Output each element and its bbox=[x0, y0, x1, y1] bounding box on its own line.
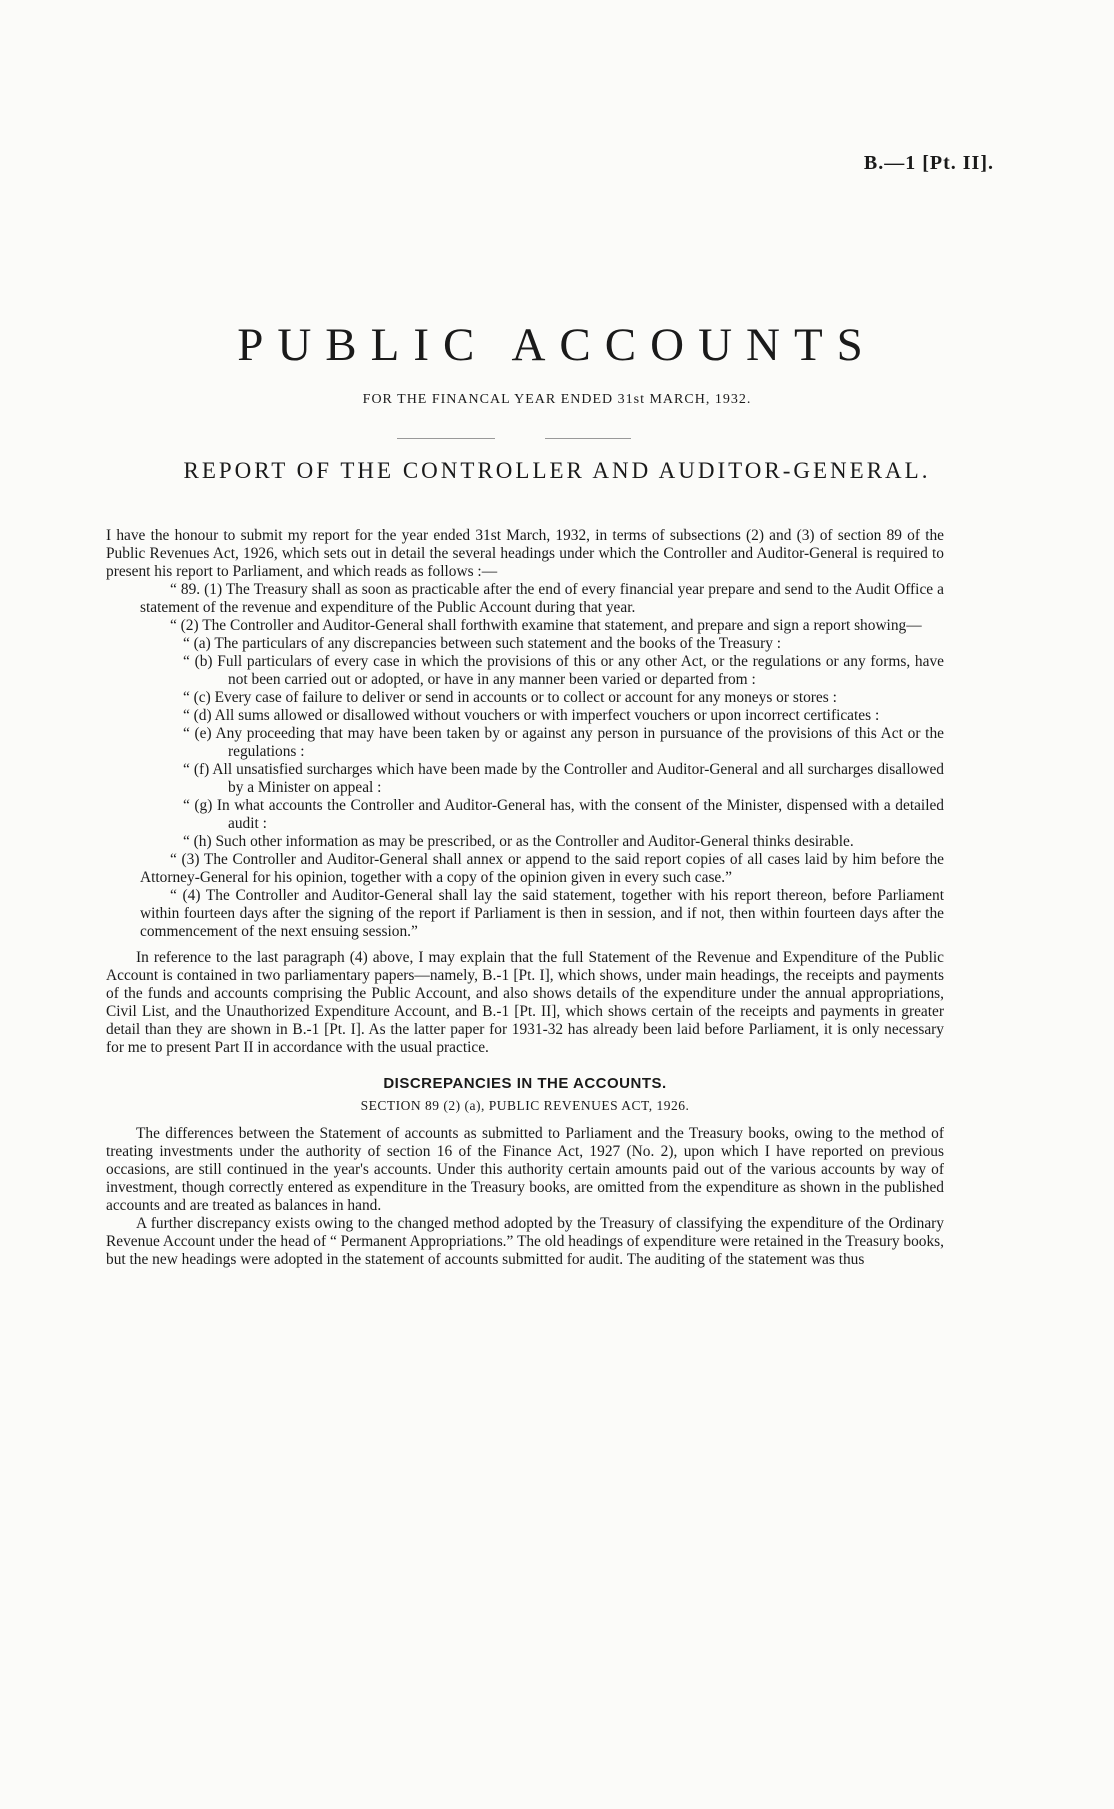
list-item-d: “ (d) All sums allowed or disallowed without vouchers or with imperfect vouchers or upon incorrect certificates : bbox=[183, 707, 880, 724]
list-item-b: “ (b) Full particulars of every case in which the provisions of this or any other Act, or the regulations or any forms, have not been carried out or adopted, or have in any manner been varied or departed from : bbox=[183, 653, 944, 688]
discrepancies-heading: DISCREPANCIES IN THE ACCOUNTS. bbox=[383, 1075, 667, 1092]
subtitle: FOR THE FINANCAL YEAR ENDED 31st MARCH, 1932. bbox=[362, 392, 752, 407]
section-89-1: “ 89. (1) The Treasury shall as soon as practicable after the end of every financial year prepare and send to the Audit Office a statement of the revenue and expenditure of the Public Account during that year. bbox=[140, 581, 944, 616]
discrepancies-paragraph-2: A further discrepancy exists owing to the changed method adopted by the Treasury of classifying the expenditure of the Ordinary Revenue Account under the head of “ Permanent Appropriations.” The old headings of expenditure were retained in the Treasury books, but the new headings were adopted in the statement of accounts submitted for audit. The auditing of the statement was thus bbox=[106, 1215, 944, 1268]
list-item-a: “ (a) The particulars of any discrepancies between such statement and the books of the Treasury : bbox=[183, 635, 782, 652]
report-body bbox=[106, 527, 944, 1269]
list-item-e: “ (e) Any proceeding that may have been taken by or against any person in pursuance of the provisions of this Act or the regulations : bbox=[183, 725, 944, 760]
list-item-g: “ (g) In what accounts the Controller and Auditor-General has, with the consent of the Minister, dispensed with a detailed audit : bbox=[183, 797, 944, 832]
discrepancies-paragraph-1: The differences between the Statement of accounts as submitted to Parliament and the Treasury books, owing to the method of treating investments under the authority of section 16 of the Finance Act, 1927 (No. 2), upon which I have reported on previous occasions, are still continued in the year's accounts. Under this authority certain amounts paid out of the various accounts by way of investment, though correctly entered as expenditure in the Treasury books, are omitted from the expenditure as shown in the published accounts and are treated as balances in hand. bbox=[106, 1125, 944, 1214]
list-item-h: “ (h) Such other information as may be prescribed, or as the Controller and Auditor-General thinks desirable. bbox=[183, 833, 854, 850]
main-title: PUBLIC ACCOUNTS bbox=[237, 319, 877, 371]
reference-paragraph: In reference to the last paragraph (4) above, I may explain that the full Statement of the Revenue and Expenditure of the Public Account is contained in two parliamentary papers—namely, B.-1 [Pt. I], which shows, under main headings, the receipts and payments of the funds and accounts comprising the Public Account, and also shows details of the expenditure under the annual appropriations, Civil List, and the Unauthorized Expenditure Account, and B.-1 [Pt. II], which shows certain of the receipts and payments in greater detail than they are shown in B.-1 [Pt. I]. As the latter paper for 1931-32 has already been laid before Parliament, it is only necessary for me to present Part II in accordance with the usual practice. bbox=[106, 949, 944, 1056]
section-89-2: “ (2) The Controller and Auditor-General shall forthwith examine that statement, and prepare and sign a report showing— bbox=[170, 617, 922, 634]
divider-rule-left bbox=[397, 438, 495, 439]
divider-rule-right bbox=[545, 438, 631, 439]
list-item-f: “ (f) All unsatisfied surcharges which have been made by the Controller and Auditor-General and all surcharges disallowed by a Minister on appeal : bbox=[183, 761, 944, 796]
report-title: REPORT OF THE CONTROLLER AND AUDITOR-GENERAL. bbox=[183, 458, 931, 483]
intro-paragraph: I have the honour to submit my report for the year ended 31st March, 1932, in terms of subsections (2) and (3) of section 89 of the Public Revenues Act, 1926, which sets out in detail the several headings under which the Controller and Auditor-General is required to present his report to Parliament, and which reads as follows :— bbox=[106, 527, 944, 580]
list-item-c: “ (c) Every case of failure to deliver or send in accounts or to collect or account for any moneys or stores : bbox=[183, 689, 837, 706]
paper-reference: B.—1 [Pt. II]. bbox=[863, 152, 994, 174]
discrepancies-subheading: SECTION 89 (2) (a), PUBLIC REVENUES ACT, 1926. bbox=[360, 1098, 690, 1113]
section-89-3: “ (3) The Controller and Auditor-General shall annex or append to the said report copies of all cases laid by him before the Attorney-General for his opinion, together with a copy of the opinion given in every such case.” bbox=[140, 851, 944, 886]
section-89-4: “ (4) The Controller and Auditor-General shall lay the said statement, together with his report thereon, before Parliament within fourteen days after the signing of the report if Parliament is then in session, and if not, then within fourteen days after the commencement of the next ensuing session.” bbox=[140, 887, 944, 940]
